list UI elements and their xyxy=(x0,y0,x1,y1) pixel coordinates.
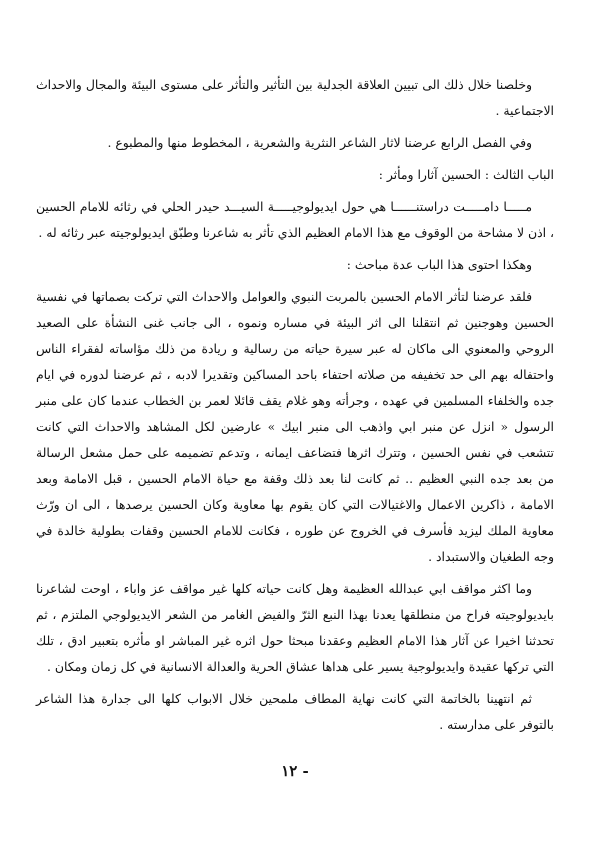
paragraph-study-intro: مـــــا دامـــــت دراستنــــــا هي حول ايديولوجيـــــة السيـــد حيدر الحلي في رثائه للامام الحسين ، اذن لا مشاحة من الوقوف مع هذا الامام العظيم الذي تأثر به شاعرنا وطبّق ايديولوجيته عبر رثائه له . xyxy=(36,199,554,240)
paragraph-stances: وما اكثر مواقف ابي عبدالله العظيمة وهل كانت حياته كلها غير مواقف عز واباء ، اوحت لشاعرنا بايديولوجيته فراح من منطلقها يعدنا بهذا النبع الثرّ والفيض الغامر من الشعر الايديولوجي الملتزم ، ثم تحدثنا اخيرا عن آثار هذا الامام العظيم وعقدنا مبحثا حول اثره غير المباشر او مأثره بتعبير ادق ، تلك التي تركها عقيدة وايديولوجية يسير على هداها عشاق الحرية والعدالة الانسانية في كل زمان ومكان . xyxy=(36,581,554,674)
body-text xyxy=(36,72,554,744)
paragraph-conclusion-relation: وخلصنا خلال ذلك الى تبيين العلاقة الجدلية بين التأثير والتأثر على مستوى البيئة والمجال والاحداث الاجتماعية . xyxy=(36,77,554,118)
page-number: - ١٢ xyxy=(281,762,309,780)
paragraph-conclusion: ثم انتهينا بالخاتمة التي كانت نهاية المطاف ملمحين خلال الابواب كلها الى جدارة هذا الشاعر بالتوفر على مدارسته . xyxy=(36,691,554,732)
section-heading: الباب الثالث : الحسين آثارا ومأثر : xyxy=(378,167,554,182)
paragraph-chapter-four: وفي الفصل الرابع عرضنا لاثار الشاعر النثرية والشعرية ، المخطوط منها والمطبوع . xyxy=(107,135,532,150)
paragraph-sections-intro: وهكذا احتوى هذا الباب عدة مباحث : xyxy=(346,257,532,272)
paragraph-imam-influence: فلقد عرضنا لتأثر الامام الحسين بالمربت النبوي والعوامل والاحداث التي تركت بصماتها في نفسية الحسين وهوجنين ثم انتقلنا الى اثر البيئة في مساره ونموه ، الى جانب غنى النشأة على الصعيد الروحي والمعنوي الى ماكان له عبر سيرة حياته من رسالية و ريادة من ذلك مؤاساته لفقراء الناس واحتفاله بهم الى حد تخفيفه من صلاته احتفاء باحد المساكين وتقديرا لادبه ، ثم عرضنا لدوره في ايام جده والخلفاء المسلمين في عهده ، وجرأته وهو غلام يقف قائلا لعمر بن الخطاب عندما كان على منبر الرسول « انزل عن منبر ابي واذهب الى منبر ابيك » عارضين لكل المشاهد والاحداث التي كانت تتشعب في نفس الحسين ، وتترك اثرها فتضاعف ايمانه ، وتدعم تضميمه على حمل مشعل الرسالة من بعد جده النبي العظيم .. ثم كانت لنا بعد ذلك وقفة مع حياة الامام الحسين ، قبل الامامة وبعد الامامة ، ذاكرين الاعمال والاغتيالات التي كان يقوم بها معاوية وكان الحسين يرصدها ، الى ان ورّث معاوية الملك ليزيد فأسرف في الخروج عن طوره ، فكانت للامام الحسين وقفات بطولية خالدة في وجه الطغيان والاستبداد . xyxy=(36,289,554,564)
